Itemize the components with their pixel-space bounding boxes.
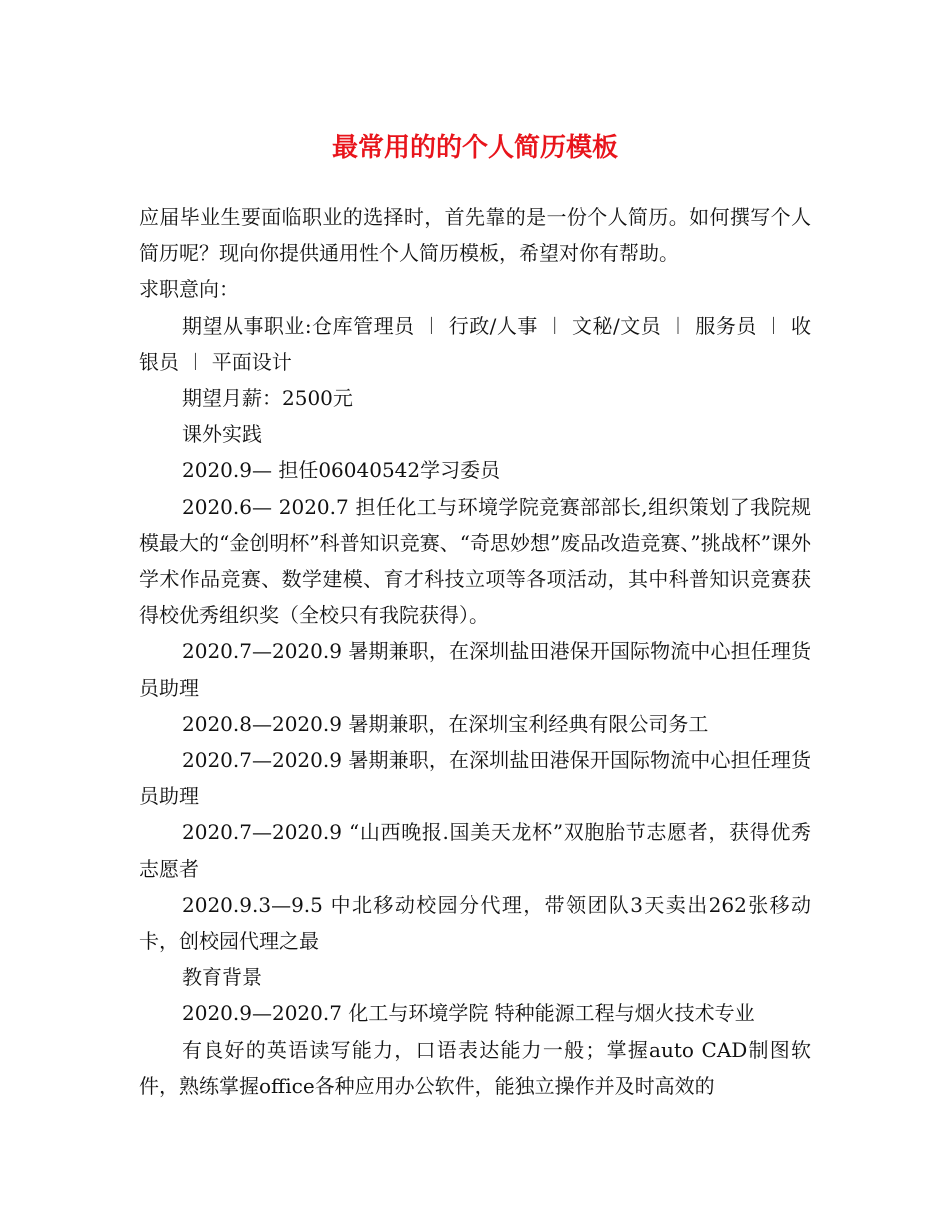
paragraph-practice-item: 2020.6— 2020.7 担任化工与环境学院竞赛部部长,组织策划了我院规模最大的“金创明杯”科普知识竞赛、“奇思妙想”废品改造竞赛、”挑战杯”课外学术作品竞赛、数学建模、育才科技立项等各项活动，其中科普知识竞赛获得校优秀组织奖（全校只有我院获得）。 [139,494,811,628]
paragraph-education-item: 2020.9—2020.7 化工与环境学院 特种能源工程与烟火技术专业 [182,1001,755,1026]
paragraph-desired-jobs: 期望从事职业:仓库管理员 ︱ 行政/人事 ︱ 文秘/文员 ︱ 服务员 ︱ 收银员 ︱ 平面设计 [139,313,811,374]
paragraph-practice-heading: 课外实践 [182,422,262,447]
paragraph-desired-salary: 期望月薪：2500元 [182,386,353,411]
paragraph-practice-item: 2020.7—2020.9 暑期兼职，在深圳盐田港保开国际物流中心担任理货员助理 [139,639,811,700]
document-body [139,199,811,1104]
paragraph-practice-item: 2020.7—2020.9 “山西晚报.国美天龙杯”双胞胎节志愿者，获得优秀志愿者 [139,820,811,881]
paragraph-practice-item: 2020.9.3—9.5 中北移动校园分代理，带领团队3天卖出262张移动卡，创校园代理之最 [139,892,811,954]
paragraph-education-heading: 教育背景 [182,965,262,990]
paragraph-intro: 应届毕业生要面临职业的选择时，首先靠的是一份个人简历。如何撰写个人简历呢？现向你提供通用性个人简历模板，希望对你有帮助。 [139,205,811,266]
paragraph-practice-item: 2020.7—2020.9 暑期兼职，在深圳盐田港保开国际物流中心担任理货员助理 [139,748,811,809]
paragraph-practice-item: 2020.9— 担任06040542学习委员 [182,458,501,483]
paragraph-job-intention-heading: 求职意向： [139,277,239,302]
paragraph-practice-item: 2020.8—2020.9 暑期兼职，在深圳宝利经典有限公司务工 [182,711,709,736]
document-title: 最常用的的个人简历模板 [331,133,618,163]
paragraph-skills: 有良好的英语读写能力，口语表达能力一般；掌握auto CAD制图软件，熟练掌握office各种应用办公软件，能独立操作并及时高效的 [139,1037,811,1098]
